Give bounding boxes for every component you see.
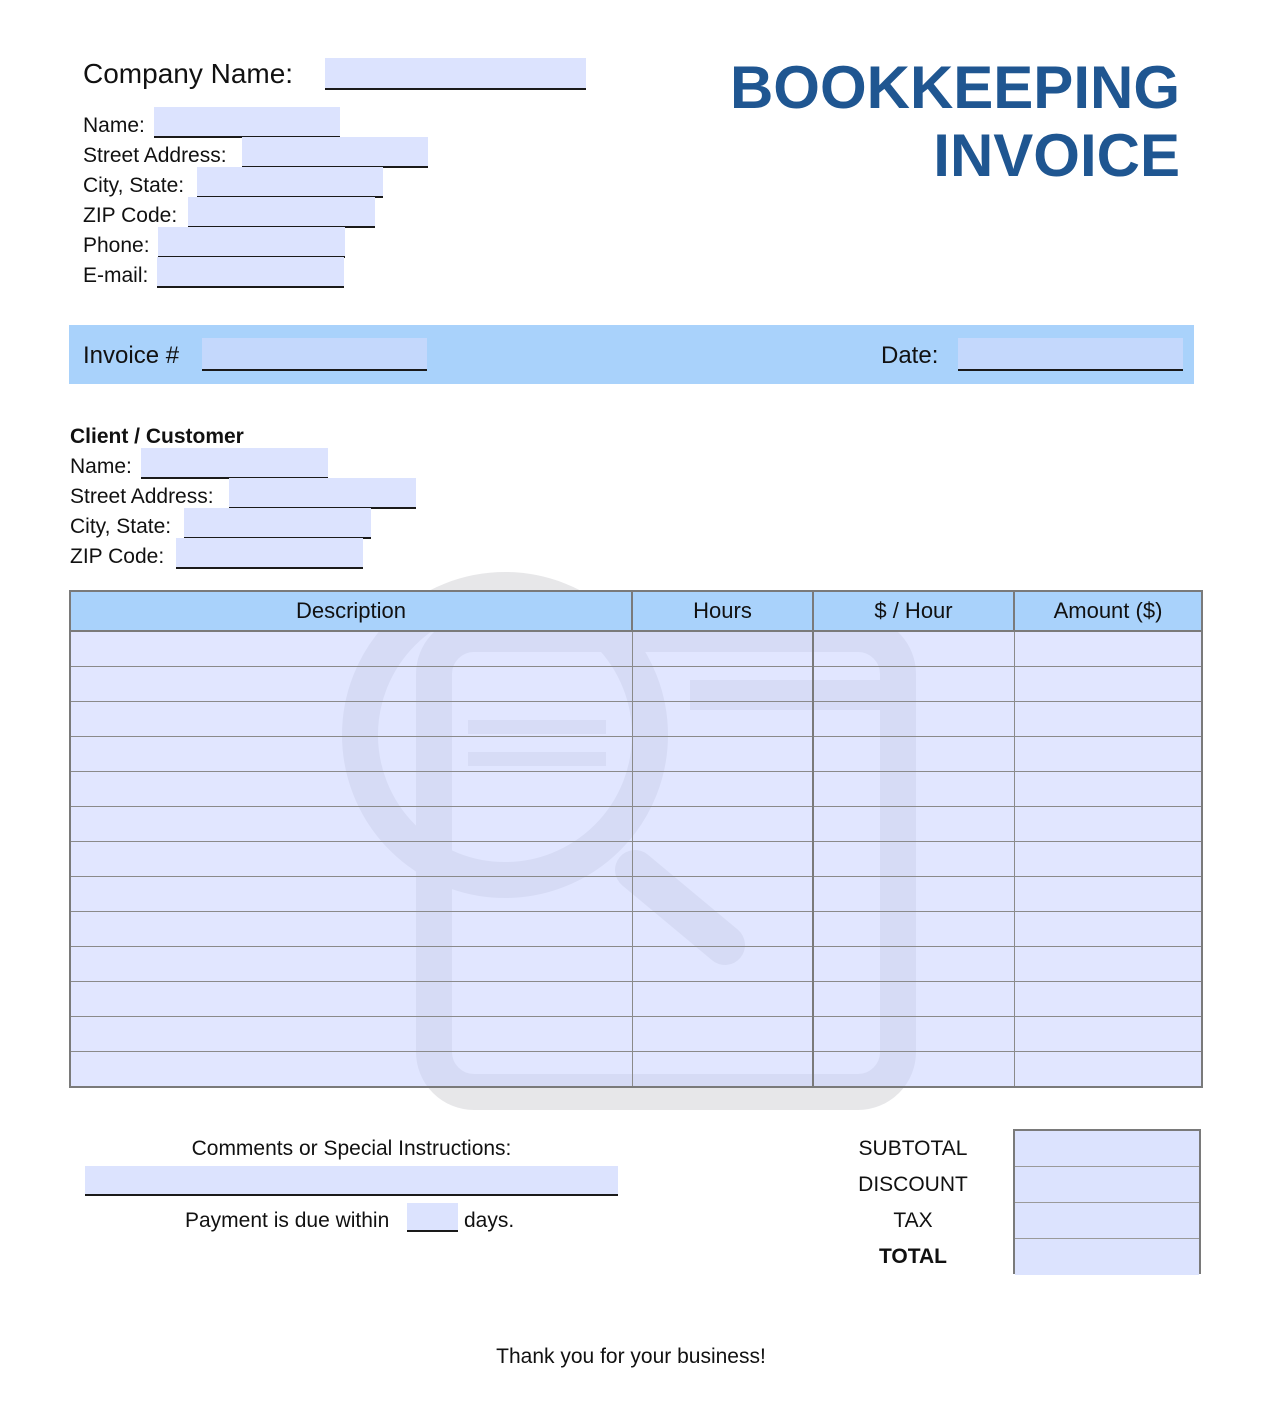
amount-cell[interactable] — [1014, 702, 1202, 737]
amount-cell[interactable] — [1014, 807, 1202, 842]
table-row — [70, 631, 1202, 667]
rate-cell[interactable] — [813, 842, 1014, 877]
description-cell[interactable] — [70, 877, 632, 912]
hours-cell[interactable] — [632, 807, 813, 842]
hours-cell[interactable] — [632, 737, 813, 772]
amount-cell[interactable] — [1014, 1017, 1202, 1052]
client-city-label: City, State: — [70, 515, 172, 538]
tax-field[interactable] — [1015, 1203, 1199, 1239]
client-city-input[interactable] — [184, 508, 371, 539]
line-items-table — [69, 590, 1203, 1088]
rate-cell[interactable] — [813, 1052, 1014, 1088]
amount-cell[interactable] — [1014, 737, 1202, 772]
company-city-input[interactable] — [197, 167, 383, 198]
table-row — [70, 807, 1202, 842]
amount-cell[interactable] — [1014, 947, 1202, 982]
description-cell[interactable] — [70, 947, 632, 982]
table-row — [70, 912, 1202, 947]
description-cell[interactable] — [70, 667, 632, 702]
table-row — [70, 842, 1202, 877]
rate-cell[interactable] — [813, 982, 1014, 1017]
rate-cell[interactable] — [813, 631, 1014, 667]
totals-box — [1013, 1129, 1201, 1274]
amount-cell[interactable] — [1014, 772, 1202, 807]
discount-label: DISCOUNT — [858, 1173, 968, 1196]
description-cell[interactable] — [70, 842, 632, 877]
client-zip-input[interactable] — [176, 538, 363, 569]
rate-cell[interactable] — [813, 702, 1014, 737]
hours-cell[interactable] — [632, 947, 813, 982]
description-cell[interactable] — [70, 737, 632, 772]
table-row — [70, 982, 1202, 1017]
amount-cell[interactable] — [1014, 982, 1202, 1017]
table-row — [70, 702, 1202, 737]
client-name-label: Name: — [70, 455, 132, 478]
description-cell[interactable] — [70, 772, 632, 807]
header-amount: Amount ($) — [1014, 591, 1202, 631]
company-name-field-label: Name: — [83, 114, 145, 137]
amount-cell[interactable] — [1014, 842, 1202, 877]
hours-cell[interactable] — [632, 702, 813, 737]
description-cell[interactable] — [70, 982, 632, 1017]
company-street-label: Street Address: — [83, 144, 227, 167]
comments-input[interactable] — [85, 1166, 618, 1196]
invoice-number-label: Invoice # — [83, 342, 180, 369]
company-zip-label: ZIP Code: — [83, 204, 178, 227]
table-row — [70, 877, 1202, 912]
table-header-row — [70, 591, 1202, 631]
company-email-label: E-mail: — [83, 264, 149, 287]
date-input[interactable] — [958, 338, 1183, 371]
payment-days-input[interactable] — [407, 1203, 458, 1232]
client-heading: Client / Customer — [70, 425, 244, 448]
subtotal-label: SUBTOTAL — [858, 1137, 968, 1160]
client-street-input[interactable] — [229, 478, 416, 509]
header-description: Description — [70, 591, 632, 631]
rate-cell[interactable] — [813, 912, 1014, 947]
description-cell[interactable] — [70, 1017, 632, 1052]
document-title-line1: BOOKKEEPING — [729, 54, 1180, 121]
payment-prefix: Payment is due within — [185, 1209, 390, 1232]
company-name-input[interactable] — [325, 58, 586, 90]
thank-you-note: Thank you for your business! — [496, 1345, 766, 1368]
tax-label: TAX — [893, 1209, 933, 1232]
hours-cell[interactable] — [632, 667, 813, 702]
table-row — [70, 772, 1202, 807]
hours-cell[interactable] — [632, 1017, 813, 1052]
rate-cell[interactable] — [813, 737, 1014, 772]
hours-cell[interactable] — [632, 1052, 813, 1088]
rate-cell[interactable] — [813, 877, 1014, 912]
rate-cell[interactable] — [813, 947, 1014, 982]
invoice-number-input[interactable] — [202, 338, 427, 371]
company-phone-input[interactable] — [158, 227, 345, 258]
rate-cell[interactable] — [813, 1017, 1014, 1052]
subtotal-field[interactable] — [1015, 1131, 1199, 1167]
description-cell[interactable] — [70, 631, 632, 667]
description-cell[interactable] — [70, 702, 632, 737]
amount-cell[interactable] — [1014, 1052, 1202, 1088]
date-label: Date: — [881, 342, 939, 369]
client-zip-label: ZIP Code: — [70, 545, 165, 568]
hours-cell[interactable] — [632, 772, 813, 807]
header-rate: $ / Hour — [813, 591, 1014, 631]
company-zip-input[interactable] — [188, 197, 375, 228]
company-email-input[interactable] — [157, 257, 344, 288]
rate-cell[interactable] — [813, 807, 1014, 842]
amount-cell[interactable] — [1014, 667, 1202, 702]
amount-cell[interactable] — [1014, 631, 1202, 667]
hours-cell[interactable] — [632, 631, 813, 667]
payment-suffix: days. — [464, 1209, 515, 1232]
hours-cell[interactable] — [632, 982, 813, 1017]
table-row — [70, 947, 1202, 982]
company-contact-name-input[interactable] — [154, 107, 340, 138]
client-street-label: Street Address: — [70, 485, 214, 508]
company-street-input[interactable] — [242, 137, 428, 168]
hours-cell[interactable] — [632, 842, 813, 877]
amount-cell[interactable] — [1014, 912, 1202, 947]
hours-cell[interactable] — [632, 877, 813, 912]
client-name-input[interactable] — [141, 448, 328, 479]
amount-cell[interactable] — [1014, 877, 1202, 912]
company-name-label: Company Name: — [83, 58, 294, 89]
rate-cell[interactable] — [813, 772, 1014, 807]
description-cell[interactable] — [70, 912, 632, 947]
table-row — [70, 737, 1202, 772]
description-cell[interactable] — [70, 1052, 632, 1088]
document-title-line2: INVOICE — [933, 122, 1180, 189]
rate-cell[interactable] — [813, 667, 1014, 702]
discount-field[interactable] — [1015, 1167, 1199, 1203]
comments-label: Comments or Special Instructions: — [191, 1137, 512, 1160]
description-cell[interactable] — [70, 807, 632, 842]
company-phone-label: Phone: — [83, 234, 150, 257]
total-field[interactable] — [1015, 1239, 1199, 1275]
table-row — [70, 1017, 1202, 1052]
header-hours: Hours — [632, 591, 813, 631]
hours-cell[interactable] — [632, 912, 813, 947]
table-row — [70, 667, 1202, 702]
total-label: TOTAL — [878, 1245, 948, 1268]
company-city-label: City, State: — [83, 174, 185, 197]
invoice-info-band — [69, 325, 1194, 384]
table-row — [70, 1052, 1202, 1088]
